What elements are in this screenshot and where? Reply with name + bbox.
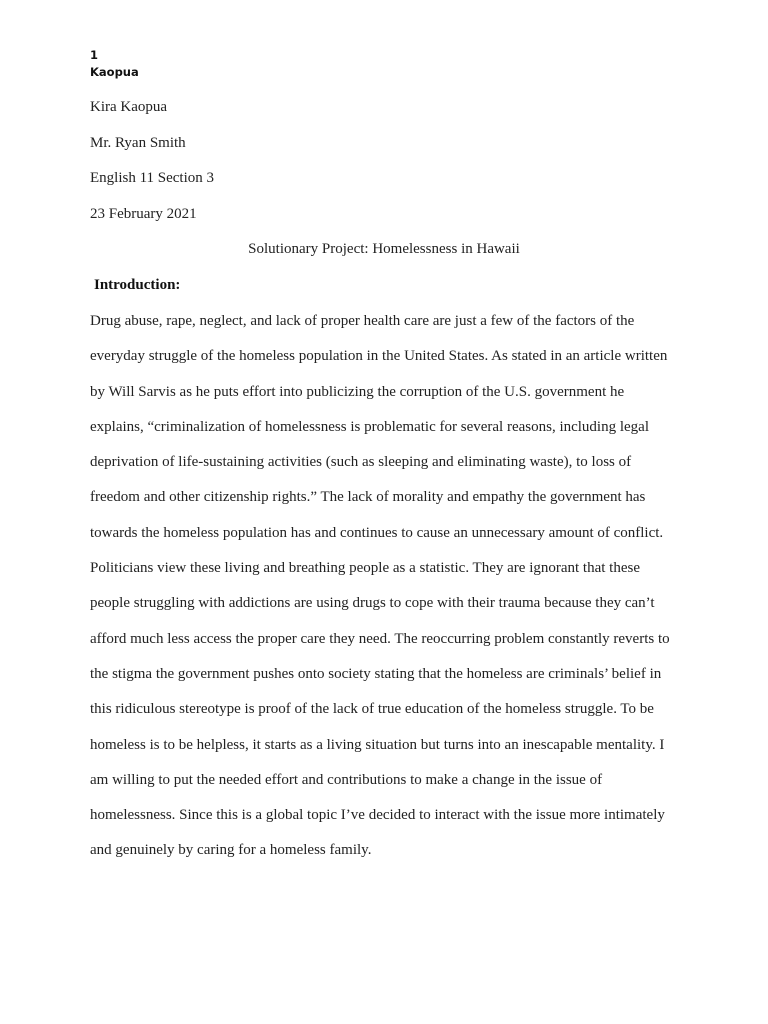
body-line: by Will Sarvis as he puts effort into publicizing the corruption of the U.S. government he [90,383,625,400]
page-number: 1 [90,48,99,62]
body-line: and genuinely by caring for a homeless family. [90,842,372,859]
page-header [90,47,139,81]
body-line: homelessness. Since this is a global topic I’ve decided to interact with the issue more intimately [90,807,665,824]
section-heading: Introduction: [94,277,181,293]
body-line: am willing to put the needed effort and contributions to make a change in the issue of [90,771,603,788]
body-line: Politicians view these living and breathing people as a statistic. They are ignorant that these [90,560,640,577]
body-line: explains, “criminalization of homelessness is problematic for several reasons, including legal [90,418,649,435]
body-line: the stigma the government pushes onto society stating that the homeless are criminals’ belief in [90,665,662,682]
body-line: deprivation of life-sustaining activities (such as sleeping and eliminating waste), to loss of [90,454,632,471]
body-line: towards the homeless population has and continues to cause an unnecessary amount of conflict. [90,524,664,541]
body-line: everyday struggle of the homeless population in the United States. As stated in an article written [90,348,668,365]
body-line: homeless is to be helpless, it starts as a living situation but turns into an inescapable mentality. I [90,736,665,753]
body-line: Drug abuse, rape, neglect, and lack of proper health care are just a few of the factors of the [90,313,635,329]
body-line: afford much less access the proper care they need. The reoccurring problem constantly reverts to [90,630,670,647]
body-line: freedom and other citizenship rights.” The lack of morality and empathy the government has [90,489,646,506]
document-date: 23 February 2021 [90,206,197,222]
document-title: Solutionary Project: Homelessness in Hawaii [248,241,520,257]
course-name: English 11 Section 3 [90,170,215,186]
body-line: this ridiculous stereotype is proof of the lack of true education of the homeless struggle. To be [90,701,654,718]
body-paragraph [90,304,690,869]
student-name: Kira Kaopua [90,99,168,115]
body-line: people struggling with addictions are using drugs to cope with their trauma because they can’t [90,595,655,612]
running-head: Kaopua [90,65,139,79]
teacher-name: Mr. Ryan Smith [90,135,186,151]
